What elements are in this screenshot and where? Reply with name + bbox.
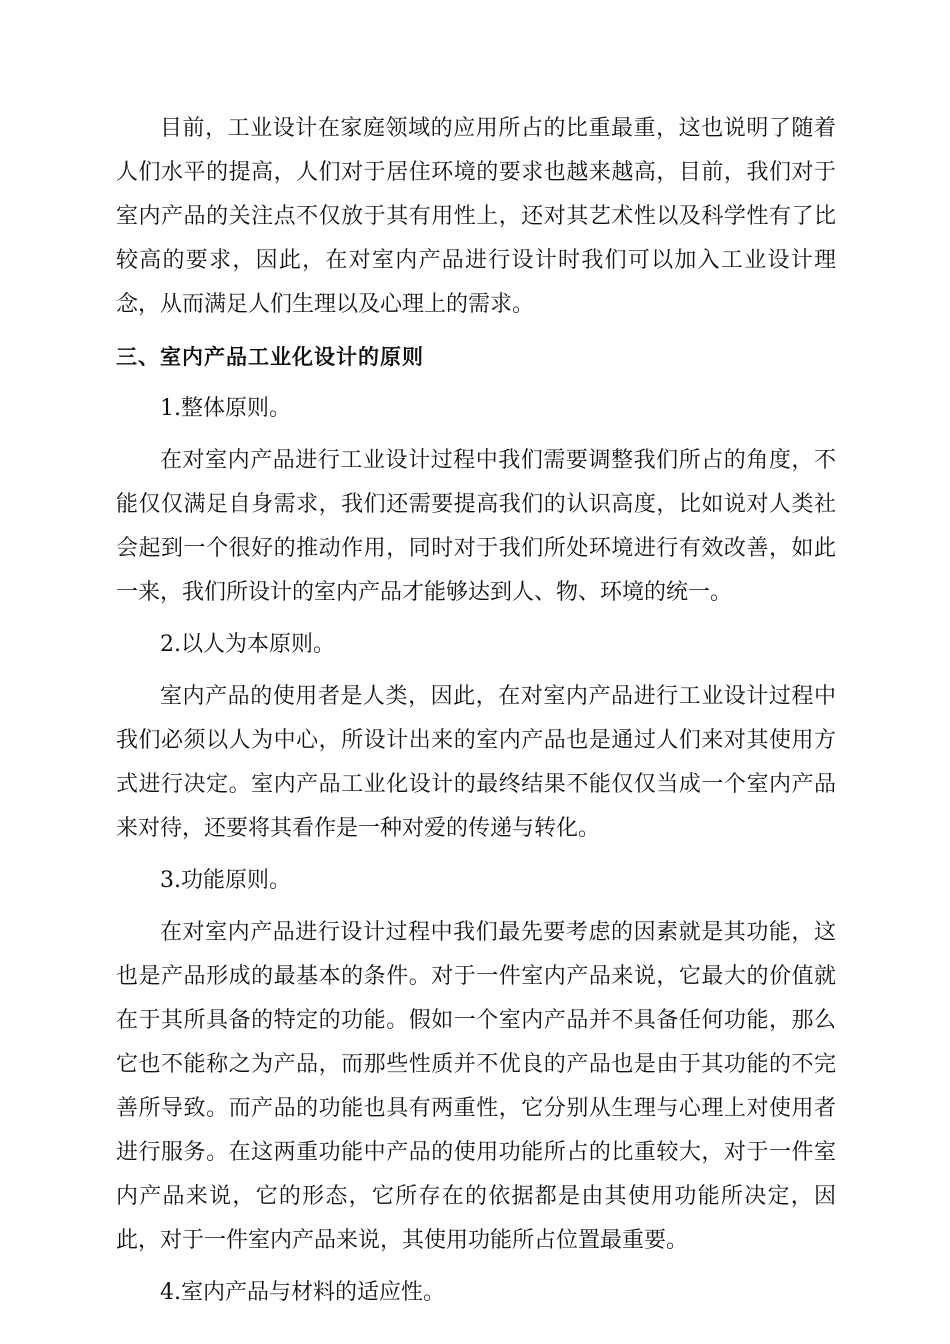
principle-1-paragraph: 在对室内产品进行工业设计过程中我们需要调整我们所占的角度，不能仅仅满足自身需求，我们还需要提高我们的认识高度，比如说对人类社会起到一个很好的推动作用，同时对于我们所处环境进行有效改善，如此一来，我们所设计的室内产品才能够达到人、物、环境的统一。 xyxy=(116,448,836,605)
principle-2-paragraph: 室内产品的使用者是人类，因此，在对室内产品进行工业设计过程中我们必须以人为中心，所设计出来的室内产品也是通过人们来对其使用方式进行决定。室内产品工业化设计的最终结果不能仅仅当成一个室内产品来对待，还要将其看作是一种对爱的传递与转化。 xyxy=(116,684,836,841)
principle-3-title: 3.功能原则。 xyxy=(160,868,291,893)
intro-paragraph: 目前，工业设计在家庭领域的应用所占的比重最重，这也说明了随着人们水平的提高，人们对于居住环境的要求也越来越高，目前，我们对于室内产品的关注点不仅放于其有用性上，还对其艺术性以及科学性有了比较高的要求，因此，在对室内产品进行设计时我们可以加入工业设计理念，从而满足人们生理以及心理上的需求。 xyxy=(116,116,836,317)
principle-3-paragraph: 在对室内产品进行设计过程中我们最先要考虑的因素就是其功能，这也是产品形成的最基本的条件。对于一件室内产品来说，它最大的价值就在于其所具备的特定的功能。假如一个室内产品并不具备任何功能，那么它也不能称之为产品，而那些性质并不优良的产品也是由于其功能的不完善所导致。而产品的功能也具有两重性，它分别从生理与心理上对使用者进行服务。在这两重功能中产品的使用功能所占的比重较大，对于一件室内产品来说，它的形态，它所存在的依据都是由其使用功能所决定，因此，对于一件室内产品来说，其使用功能所占位置最重要。 xyxy=(116,920,836,1253)
principle-4-title: 4.室内产品与材料的适应性。 xyxy=(160,1280,445,1305)
principle-1-title: 1.整体原则。 xyxy=(160,396,291,421)
principle-2-title: 2.以人为本原则。 xyxy=(160,632,335,657)
document-body xyxy=(116,107,836,1323)
section-heading: 三、室内产品工业化设计的原则 xyxy=(116,345,424,369)
